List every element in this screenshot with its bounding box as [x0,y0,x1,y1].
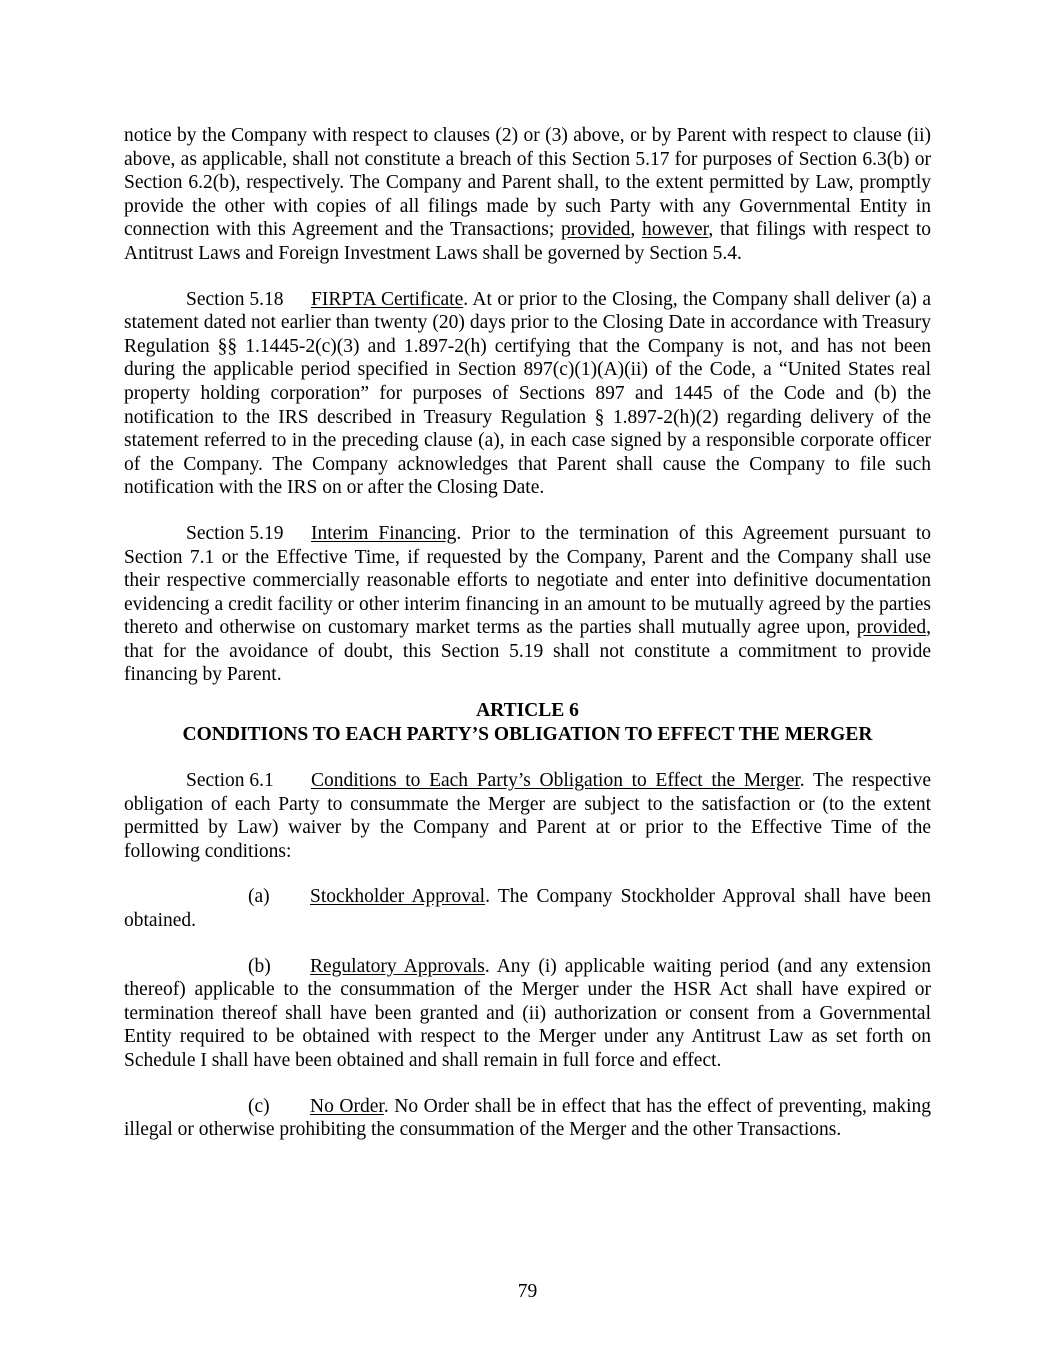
section-number: Section 5.19 [186,522,284,544]
paragraph-text: , that filings with respect to Antitrust Laws and Foreign Investment Laws shall be governed by Section 5.4. [124,219,931,264]
section-body: , that for the avoidance of doubt, this Section 5.19 shall not constitute a commitment to provide financing by Parent. [124,617,931,686]
page-number: 79 [517,1281,538,1302]
subsection-label: (a) [248,886,270,908]
however-term: however [641,219,709,241]
section-body: . The respective obligation of each Party to consummate the Merger are subject to the satisfaction or (to the extent permitted by Law) waiver by the Company and Parent at or prior to the Effective Time of the following conditions: [124,770,931,862]
article-title: CONDITIONS TO EACH PARTY’S OBLIGATION TO EFFECT THE MERGER [182,724,873,746]
subsection-label: (c) [248,1095,270,1117]
subsection-c [124,1095,931,1142]
subsection-heading: Regulatory Approvals [310,955,485,977]
provided-term: provided [856,617,927,639]
section-body: . Prior to the termination of this Agreement pursuant to Section 7.1 or the Effective Time, if requested by the Company, Parent and the Company shall use their respective commercially reasonable efforts to negotiate and enter into definitive documentation evidencing a credit facility or other interim financing in an amount to be mutually agreed by the parties thereto and otherwise on customary market terms as the parties shall mutually agree upon, [124,522,931,639]
section-5-18 [124,288,931,500]
subsection-body: . No Order shall be in effect that has the effect of preventing, making illegal or otherwise prohibiting the consummation of the Merger and the other Transactions. [124,1095,931,1141]
section-6-1 [124,769,931,863]
punctuation: , [630,219,642,241]
document-page [124,124,931,1142]
subsection-b [124,955,931,1073]
provided-term: provided [561,219,631,241]
section-5-19 [124,522,931,687]
section-heading: FIRPTA Certificate [311,288,464,310]
section-number: Section 6.1 [186,770,274,792]
section-number: Section 5.18 [186,288,284,310]
section-heading: Interim Financing [311,522,457,544]
section-body: . At or prior to the Closing, the Company shall deliver (a) a statement dated not earlier than twenty (20) days prior to the Closing Date in accordance with Treasury Regulation §§ 1.1445-2(c)(3) and 1.897-2(h) certifying that the Company is not, and has not been during the applicable period specified in Section 897(c)(1)(A)(ii) of the Code, a “United States real property holding corporation” for purposes of Sections 897 and 1445 of the Code and (b) the notification to the IRS described in Treasury Regulation § 1.897-2(h)(2) regarding delivery of the statement referred to in the preceding clause (a), in each case signed by a responsible corporate officer of the Company. The Company acknowledges that Parent shall cause the Company to file such notification with the IRS on or after the Closing Date. [124,288,931,499]
paragraph-continuation [124,124,931,266]
article-number: ARTICLE 6 [476,700,579,722]
subsection-body: . The Company Stockholder Approval shall have been obtained. [124,886,931,932]
subsection-heading: Stockholder Approval [310,886,486,908]
subsection-body: . Any (i) applicable waiting period (and any extension thereof) applicable to the consummation of the Merger under the HSR Act shall have expired or termination thereof shall have been granted and (ii) authorization or consent from a Governmental Entity required to be obtained with respect to the Merger under any Antitrust Law as set forth on Schedule I shall have been obtained and shall remain in full force and effect. [124,955,931,1071]
paragraph-text: notice by the Company with respect to clauses (2) or (3) above, or by Parent with respect to clause (ii) above, as applicable, shall not constitute a breach of this Section 5.17 for purposes of Section 6.3(b) or Section 6.2(b), respectively. The Company and Parent shall, to the extent permitted by Law, promptly provide the other with copies of all filings made by such Party with any Governmental Entity in connection with this Agreement and the Transactions; [124,125,931,241]
article-heading [124,699,931,747]
subsection-a [124,885,931,932]
subsection-label: (b) [248,955,271,977]
subsection-heading: No Order [310,1095,384,1117]
section-heading: Conditions to Each Party’s Obligation to Effect the Merger [311,770,800,792]
